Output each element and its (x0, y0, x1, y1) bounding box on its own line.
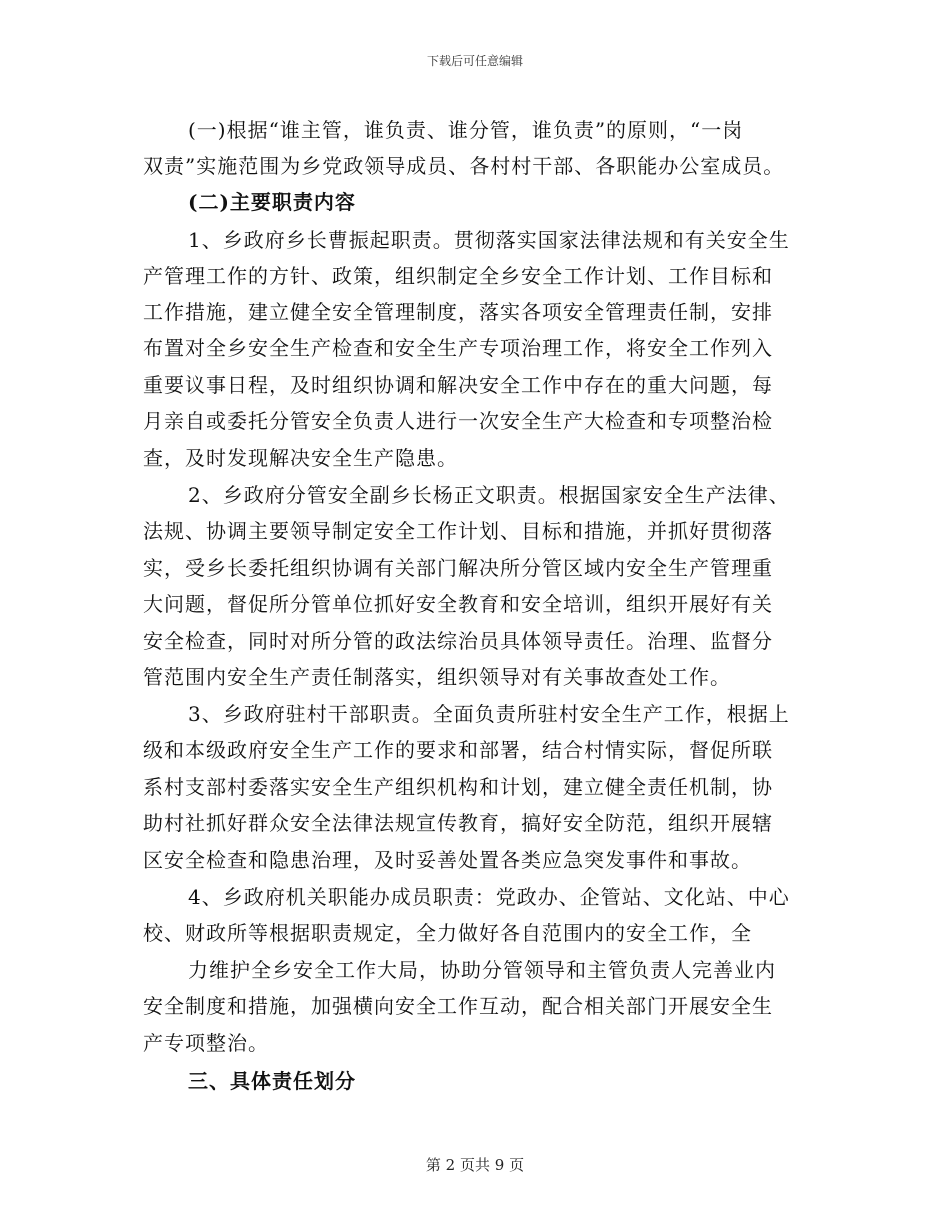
paragraph-line: 区安全检查和隐患治理，及时妥善处置各类应急突发事件和事故。 (143, 848, 752, 872)
paragraph-line: 查，及时发现解决安全生产隐患。 (143, 446, 458, 470)
page-header: 下载后可任意编辑 (426, 54, 523, 68)
paragraph-line: 1、乡政府乡长曹振起职责。贯彻落实国家法律法规和有关安全生 (188, 228, 790, 252)
paragraph-line: 4、乡政府机关职能办成员职责：党政办、企管站、文化站、中心 (188, 885, 790, 909)
paragraph-line: 双责”实施范围为乡党政领导成员、各村村干部、各职能办公室成员。 (143, 154, 785, 178)
paragraph-line: 校、财政所等根据职责规定，全力做好各自范围内的安全工作，全 (143, 921, 752, 945)
paragraph-line: 安全制度和措施，加强横向安全工作互动，配合相关部门开展安全生 (143, 994, 773, 1018)
section-heading: 三、具体责任划分 (188, 1069, 356, 1093)
paragraph-line: (一)根据“谁主管，谁负责、谁分管，谁负责”的原则，“一岗 (188, 118, 744, 142)
paragraph-line: 3、乡政府驻村干部职责。全面负责所驻村安全生产工作，根据上 (188, 702, 790, 726)
paragraph-line: 助村社抓好群众安全法律法规宣传教育，搞好安全防范，组织开展辖 (143, 811, 773, 835)
paragraph-line: 系村支部村委落实安全生产组织机构和计划，建立健全责任机制，协 (143, 775, 773, 799)
paragraph-line: 法规、协调主要领导制定安全工作计划、目标和措施，并抓好贯彻落 (143, 519, 773, 543)
section-heading: (二)主要职责内容 (188, 190, 356, 214)
paragraph-line: 力维护全乡安全工作大局，协助分管领导和主管负责人完善业内 (188, 958, 776, 982)
paragraph-line: 大问题，督促所分管单位抓好安全教育和安全培训，组织开展好有关 (143, 592, 773, 616)
paragraph-line: 重要议事日程，及时组织协调和解决安全工作中存在的重大问题，每 (143, 373, 773, 397)
paragraph-line: 工作措施，建立健全安全管理制度，落实各项安全管理责任制，安排 (143, 300, 773, 324)
paragraph-line: 布置对全乡安全生产检查和安全生产专项治理工作，将安全工作列入 (143, 336, 773, 360)
paragraph-line: 级和本级政府安全生产工作的要求和部署，结合村情实际，督促所联 (143, 738, 773, 762)
page-footer: 第 2 页共 9 页 (425, 1156, 525, 1174)
paragraph-line: 2、乡政府分管安全副乡长杨正文职责。根据国家安全生产法律、 (188, 483, 790, 507)
paragraph-line: 安全检查，同时对所分管的政法综治员具体领导责任。治理、监督分 (143, 629, 773, 653)
paragraph-line: 产管理工作的方针、政策，组织制定全乡安全工作计划、工作目标和 (143, 264, 773, 288)
paragraph-line: 月亲自或委托分管安全负责人进行一次安全生产大检查和专项整治检 (143, 409, 773, 433)
paragraph-line: 管范围内安全生产责任制落实，组织领导对有关事故查处工作。 (143, 665, 731, 689)
paragraph-line: 实，受乡长委托组织协调有关部门解决所分管区域内安全生产管理重 (143, 556, 773, 580)
paragraph-line: 产专项整治。 (143, 1031, 269, 1055)
